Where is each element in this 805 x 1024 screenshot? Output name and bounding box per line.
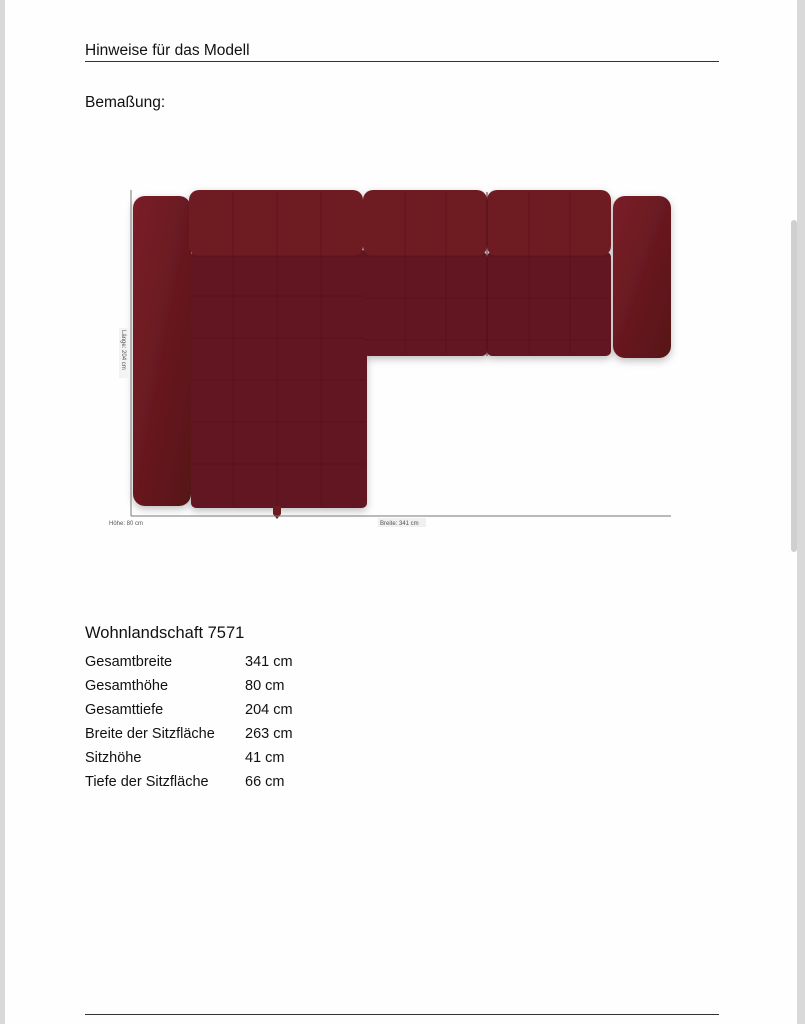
right-module-back (487, 190, 611, 256)
page-header-title: Hinweise für das Modell (85, 42, 250, 59)
spec-label: Gesamthöhe (85, 678, 169, 694)
length-dimension-label: Länge: 204 cm (120, 330, 126, 370)
chaise-backrest (189, 190, 363, 256)
footer-divider (85, 1014, 719, 1015)
specs-table (85, 650, 293, 794)
height-dimension-label: Höhe: 80 cm (109, 521, 144, 527)
width-dimension-label: Breite: 341 cm (380, 521, 419, 527)
spec-label: Breite der Sitzfläche (85, 726, 215, 742)
middle-module-back (363, 190, 487, 256)
right-armrest (613, 196, 671, 358)
spec-label: Tiefe der Sitzfläche (85, 774, 209, 790)
spec-value: 41 cm (245, 750, 285, 766)
sofa-illustration (133, 190, 671, 508)
spec-label: Gesamttiefe (85, 702, 164, 718)
chaise-module (191, 250, 367, 508)
spec-value: 263 cm (245, 726, 293, 742)
document-page (5, 0, 797, 1024)
table-row (85, 746, 293, 770)
table-row (85, 674, 293, 698)
product-name: Wohnlandschaft 7571 (85, 624, 245, 642)
spec-value: 204 cm (245, 702, 293, 718)
spec-value: 66 cm (245, 774, 285, 790)
spec-value: 341 cm (245, 654, 293, 670)
sofa-tag-icon (273, 506, 281, 519)
left-armrest (133, 196, 191, 506)
dimensions-heading: Bemaßung: (85, 94, 166, 111)
table-row (85, 722, 293, 746)
spec-label: Sitzhöhe (85, 750, 142, 766)
table-row (85, 698, 293, 722)
sofa-dimension-drawing (5, 0, 797, 1024)
table-row (85, 650, 293, 674)
spec-value: 80 cm (245, 678, 285, 694)
spec-label: Gesamtbreite (85, 654, 173, 670)
scrollbar-thumb[interactable] (791, 220, 797, 552)
table-row (85, 770, 293, 794)
